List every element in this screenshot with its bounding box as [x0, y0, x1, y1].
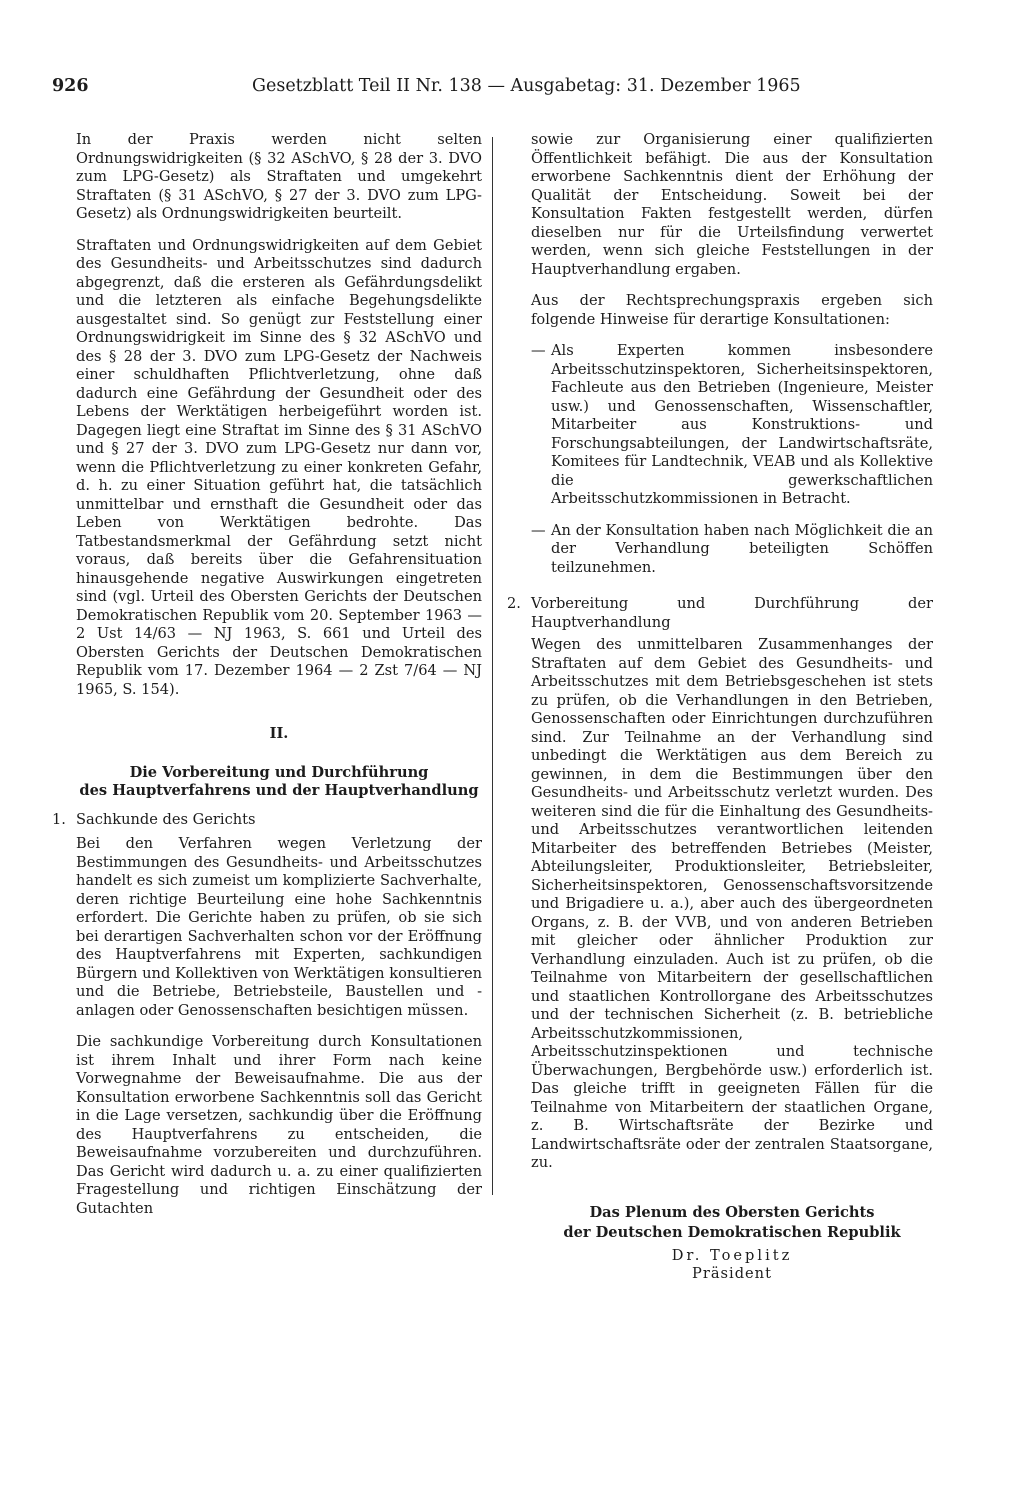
paragraph: Straftaten und Ordnungswidrigkeiten auf dem Gebiet des Gesundheits- und Arbeitsschutzes sind dadurch abgegrenzt, daß die ersteren als Gefährdungsdelikt und die letzteren als einfache Begehungsdelikte ausgestaltet sind. So genügt zur Feststellung einer Ordnungswidrigkeit im Sinne des § 32 ASchVO und des § 28 der 3. DVO zum LPG-Gesetz der Nachweis einer schuldhaften Pflichtverletzung, ohne daß dadurch eine Gefährdung der Gesundheit oder des Lebens der Werktätigen herbeigeführt worden ist. Dagegen liegt eine Straftat im Sinne des § 31 ASchVO und § 27 der 3. DVO zum LPG-Gesetz nur dann vor, wenn die Pflichtverletzung zu einer konkreten Gefahr, d. h. zu einer Situation geführt hat, die tatsächlich unmittelbar und ernsthaft die Gesundheit oder das Leben von Werktätigen bedrohte. Das Tatbestandsmerkmal der Gefährdung setzt nicht voraus, daß bereits über die Gefahrensituation hinausgehende negative Auswirkungen eingetreten sind (vgl. Urteil des Obersten Gerichts der Deutschen Demokratischen Republik vom 20. September 1963 — 2 Ust 14/63 — NJ 1963, S. 661 und Urteil des Obersten Gerichts der Deutschen Demokratischen Republik vom 17. Dezember 1964 — 2 Zst 7/64 — NJ 1965, S. 154). [76, 236, 482, 698]
paragraph: Wegen des unmittelbaren Zusammenhanges der Straftaten auf dem Gebiet des Gesundheits- und Arbeitsschutzes mit dem Betriebsgeschehen ist stets zu prüfen, ob die Verhandlungen in den Betrieben, Genossenschaften oder Einrichtungen durchzuführen sind. Zur Teilnahme an der Verhandlung sind unbedingt die Werktätigen aus dem Bereich zu gewinnen, in dem die Bestimmungen über den Gesundheits- und Arbeitsschutz verletzt wurden. Des weiteren sind die für die Einhaltung des Gesundheits- und Arbeitsschutzes verantwortlichen leitenden Mitarbeiter des betreffenden Betriebes (Meister, Abteilungsleiter, Produktionsleiter, Betriebsleiter, Sicherheitsinspektoren, Genossenschaftsvorsitzende und Brigadiere u. a.), aber auch des übergeordneten Organs, z. B. der VVB, und von anderen Betrieben mit gleicher oder ähnlicher Produktion zur Verhandlung einzuladen. Auch ist zu prüfen, ob die Teilnahme von Mitarbeitern der gesellschaftlichen und staatlichen Kontrollorgane des Arbeitsschutzes und der technischen Sicherheit (z. B. betriebliche Arbeitsschutzkommissionen, Arbeitsschutzinspektionen und technische Überwachungen, Bergbehörde usw.) erforderlich ist. Das gleiche trifft in geeigneten Fällen für die Teilnahme von Mitarbeitern der staatlichen Organe, z. B. Wirtschaftsräte der Bezirke und Landwirtschaftsräte oder der zentralen Staatsorgane, zu. [531, 636, 933, 1171]
item-number: 1. [52, 810, 66, 828]
paragraph: sowie zur Organisierung einer qualifizierten Öffentlichkeit befähigt. Die aus der Konsultation erworbene Sachkenntnis dient der Erhöhung der Qualität der Entscheidung. Soweit bei der Konsultation Fakten festgestellt werden, dürfen dieselben nur für die Urteilsfindung verwertet werden, wenn sich gleiche Feststellungen in der Hauptverhandlung ergaben. [531, 131, 933, 278]
section-title [76, 764, 482, 801]
column-divider [492, 137, 493, 1195]
paragraph: Die sachkundige Vorbereitung durch Konsultationen ist ihrem Inhalt und ihrer Form nach keine Vorwegnahme der Beweisaufnahme. Die aus der Konsultation erworbene Sachkenntnis soll das Gericht in die Lage versetzen, sachkundig über die Eröffnung des Hauptverfahrens zu entscheiden, die Beweisaufnahme vorzubereiten und durchzuführen. Das Gericht wird dadurch u. a. zu einer qualifizierten Fragestellung und richtigen Einschätzung der Gutachten [76, 1033, 482, 1217]
page-header [52, 76, 952, 102]
running-title: Gesetzblatt Teil II Nr. 138 — Ausgabetag: 31. Dezember 1965 [252, 76, 801, 96]
signature-block [531, 1203, 933, 1243]
signatory-role: Präsident [692, 1265, 772, 1282]
dash-bullet: — [531, 342, 546, 359]
left-column [52, 131, 482, 1231]
numbered-item-2 [507, 595, 933, 632]
paragraph: Aus der Rechtsprechungspraxis ergeben sich folgende Hinweise für derartige Konsultationen: [531, 292, 933, 328]
item-title: Vorbereitung und Durchführung der Hauptverhandlung [531, 595, 933, 631]
right-column [507, 131, 933, 1284]
list-item [531, 522, 933, 578]
paragraph: Bei den Verfahren wegen Verletzung der Bestimmungen des Gesundheits- und Arbeitsschutzes handelt es sich zumeist um komplizierte Sachverhalte, deren richtige Beurteilung eine hohe Sachkenntnis erfordert. Die Gerichte haben zu prüfen, ob sie sich bei derartigen Sachverhalten schon vor der Eröffnung des Hauptverfahrens mit Experten, sachkundigen Bürgern und Kollektiven von Werktätigen konsultieren und die Betriebe, Betriebsteile, Baustellen und -anlagen oder Genossenschaften besichtigen müssen. [76, 835, 482, 1019]
section-number: II. [269, 725, 289, 742]
item-number: 2. [507, 595, 521, 612]
page-number: 926 [52, 76, 89, 96]
section-title-line-1: Die Vorbereitung und Durchführung [129, 763, 429, 781]
item-title: Sachkunde des Gerichts [76, 810, 256, 828]
dash-bullet: — [531, 521, 546, 539]
signature-line-2: der Deutschen Demokratischen Republik [563, 1223, 901, 1241]
list-item-text: An der Konsultation haben nach Möglichkeit die an der Verhandlung beteiligten Schöffen teilzunehmen. [551, 521, 933, 576]
signatory-name: Dr. Toeplitz [671, 1246, 793, 1264]
numbered-item-1 [52, 810, 482, 830]
section-title-line-2: des Hauptverfahrens und der Hauptverhandlung [79, 782, 479, 799]
list-item [531, 342, 933, 509]
paragraph: In der Praxis werden nicht selten Ordnungswidrigkeiten (§ 32 ASchVO, § 28 der 3. DVO zum LPG-Gesetz) als Straftaten und umgekehrt Straftaten (§ 31 ASchVO, § 27 der 3. DVO zum LPG-Gesetz) als Ordnungswidrigkeiten beurteilt. [76, 131, 482, 222]
signature-line-1: Das Plenum des Obersten Gerichts [589, 1203, 875, 1221]
list-item-text: Als Experten kommen insbesondere Arbeitsschutzinspektoren, Sicherheitsinspektoren, Fachleute aus den Betrieben (Ingenieure, Meister usw.) und Genossenschaften, Wissenschaftler, Mitarbeiter aus Konstruktions- und Forschungsabteilungen, der Landwirtschaftsräte, Komitees für Landtechnik, VEAB und als Kollektive die gewerkschaftlichen Arbeitsschutzkommissionen in Betracht. [551, 342, 933, 507]
